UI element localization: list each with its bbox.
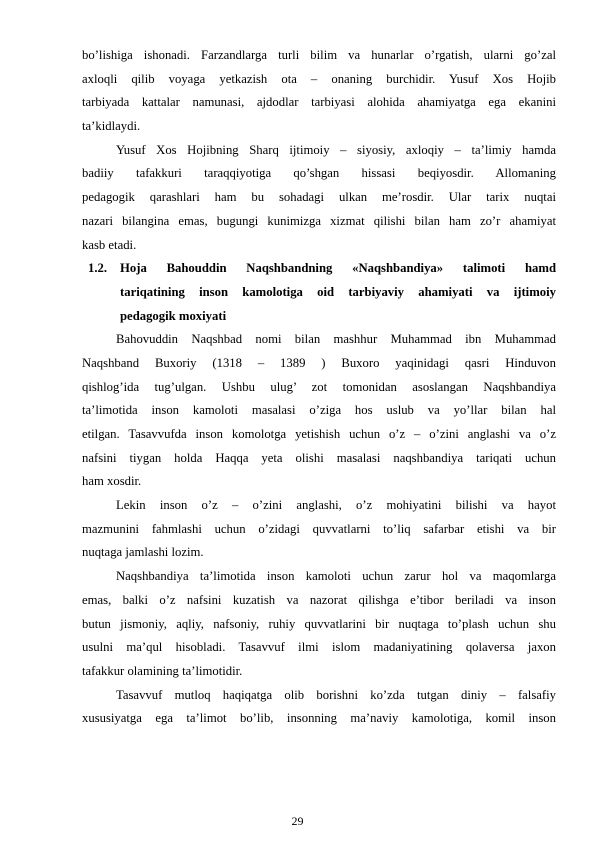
text-line: butun jismoniy, aqliy, nafsoniy, ruhiy quvvatlarini bir nuqtaga to’plash uchun shu (82, 616, 556, 631)
text-line: tafakkur olamining ta’limotidir. (82, 663, 243, 678)
text-line: nazari bilangina emas, bugungi kunimizga xizmat qilishi bilan ham zo’r ahamiyat (82, 213, 556, 228)
text-line: usulni ma’qul hisobladi. Tasavvuf ilmi islom madaniyatining qolaversa jaxon (82, 640, 556, 655)
heading-line: pedagogik moxiyati (120, 308, 227, 323)
text-line: ta’limotida inson kamoloti masalasi o’ziga hos uslub va yo’llar bilan hal (82, 403, 556, 418)
text-line: Yusuf Xos Hojibning Sharq ijtimoiy – siyosiy, axloqiy – ta’limiy hamda (116, 142, 556, 157)
text-line: mazmunini fahmlashi uchun o’zidagi quvvatlarni to’liq safarbar etishi va bir (82, 521, 556, 536)
paragraph-4 (82, 494, 556, 565)
text-line: nuqtaga jamlashi lozim. (82, 545, 204, 560)
text-line: ham xosdir. (82, 474, 142, 489)
text-line: Naqshband Buxoriy (1318 – 1389 ) Buxoro yaqinidagi qasri Hinduvon (82, 355, 556, 370)
text-line: axloqli qilib voyaga yetkazish ota – onaning burchidir. Yusuf Xos Hojib (82, 71, 556, 86)
section-title (120, 257, 556, 328)
text-line: kasb etadi. (82, 237, 137, 252)
text-line: Naqshbandiya ta’limotida inson kamoloti uchun zarur hol va maqomlarga (116, 569, 556, 584)
heading-line: Hoja Bahouddin Naqshbandning «Naqshbandiya» talimoti hamd (120, 261, 556, 276)
text-line: badiiy tafakkuri taraqqiyotiga qo’shgan hissasi beqiyosdir. Allomaning (82, 166, 556, 181)
text-line: etilgan. Tasavvufda inson komolotga yetishish uchun o’z – o’zini anglashi va o’z (82, 427, 556, 441)
text-line: qishlog’ida tug’ulgan. Ushbu ulug’ zot tomonidan asoslangan Naqshbandiya (82, 379, 556, 394)
section-heading (88, 257, 556, 328)
paragraph-2 (82, 139, 556, 257)
paragraph-6 (82, 684, 556, 731)
text-line: Lekin inson o’z – o’zini anglashi, o’z mohiyatini bilishi va hayot (116, 498, 556, 513)
text-line: nafsini tiygan holda Haqqa yeta olishi masalasi naqshbandiya tariqati uchun (82, 450, 556, 465)
text-line: ta’kidlaydi. (82, 119, 141, 134)
text-line: tarbiyada kattalar namunasi, ajdodlar tarbiyasi alohida ahamiyatga ega ekanini (82, 95, 556, 110)
heading-line: tariqatining inson kamolotiga oid tarbiyaviy ahamiyati va ijtimoiy (120, 284, 556, 299)
text-line: emas, balki o’z nafsini kuzatish va nazorat qilishga e’tibor beriladi va inson (82, 592, 556, 607)
page-body (82, 44, 556, 731)
text-line: bo’lishiga ishonadi. Farzandlarga turli bilim va hunarlar o’rgatish, ularni go’zal (82, 48, 556, 62)
text-line: Tasavvuf mutloq haqiqatga olib borishni ko’zda tutgan diniy – falsafiy (116, 687, 556, 702)
section-number: 1.2. (88, 261, 108, 276)
paragraph-1 (82, 44, 556, 139)
text-line: xususiyatga ega ta’limot bo’lib, insonning ma’naviy kamolotiga, komil inson (82, 711, 556, 726)
paragraph-3 (82, 328, 556, 494)
text-line: Bahovuddin Naqshbad nomi bilan mashhur Muhammad ibn Muhammad (116, 332, 556, 347)
page-number: 29 (291, 814, 304, 828)
text-line: pedagogik qarashlari ham bu sohadagi ulkan me’rosdir. Ular tarix nuqtai (82, 190, 556, 205)
paragraph-5 (82, 565, 556, 683)
